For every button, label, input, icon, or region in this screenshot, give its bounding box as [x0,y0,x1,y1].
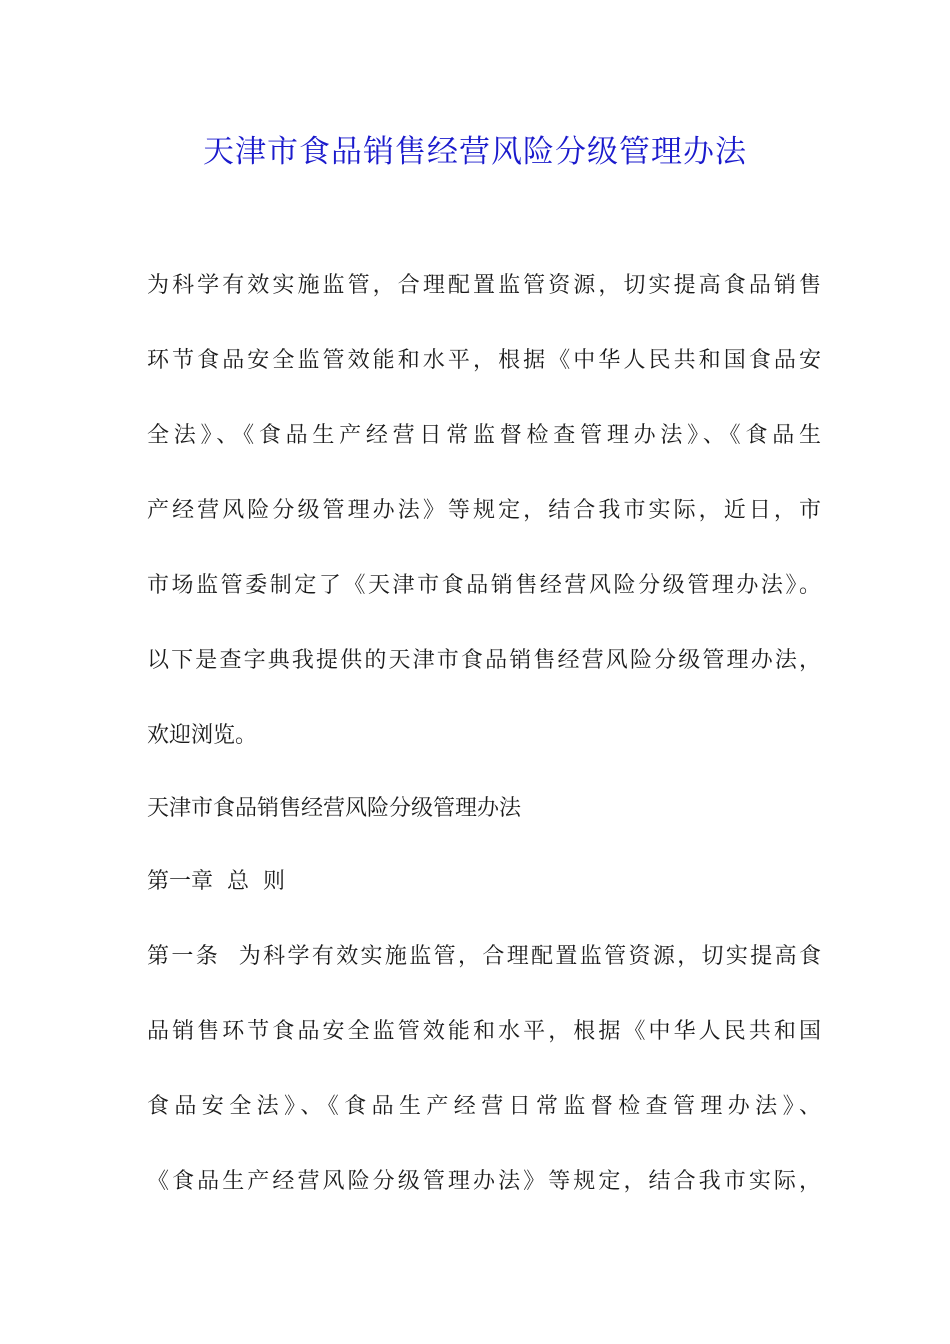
intro-line: 欢迎浏览。 [147,723,258,748]
intro-line: 为科学有效实施监管，合理配置监管资源，切实提高食品销售 [147,273,821,298]
intro-line: 环节食品安全监管效能和水平，根据《中华人民共和国食品安 [147,348,821,373]
intro-line: 全法》、《食品生产经营日常监督检查管理办法》、《食品生 [147,423,821,448]
article-line: 食品安全法》、《食品生产经营日常监督检查管理办法》、 [147,1094,821,1119]
article-line: 第一条 为科学有效实施监管，合理配置监管资源，切实提高食 [147,944,821,969]
document-title: 天津市食品销售经营风险分级管理办法 [203,134,747,170]
article-line: 《食品生产经营风险分级管理办法》等规定，结合我市实际， [147,1169,821,1194]
section-title: 天津市食品销售经营风险分级管理办法 [147,796,522,821]
chapter-heading: 第一章 总 则 [147,869,285,894]
intro-line: 以下是查字典我提供的天津市食品销售经营风险分级管理办法， [147,648,821,673]
article-line: 品销售环节食品安全监管效能和水平，根据《中华人民共和国 [147,1019,821,1044]
intro-line: 市场监管委制定了《天津市食品销售经营风险分级管理办法》。 [147,573,821,598]
intro-line: 产经营风险分级管理办法》等规定，结合我市实际，近日，市 [147,498,821,523]
